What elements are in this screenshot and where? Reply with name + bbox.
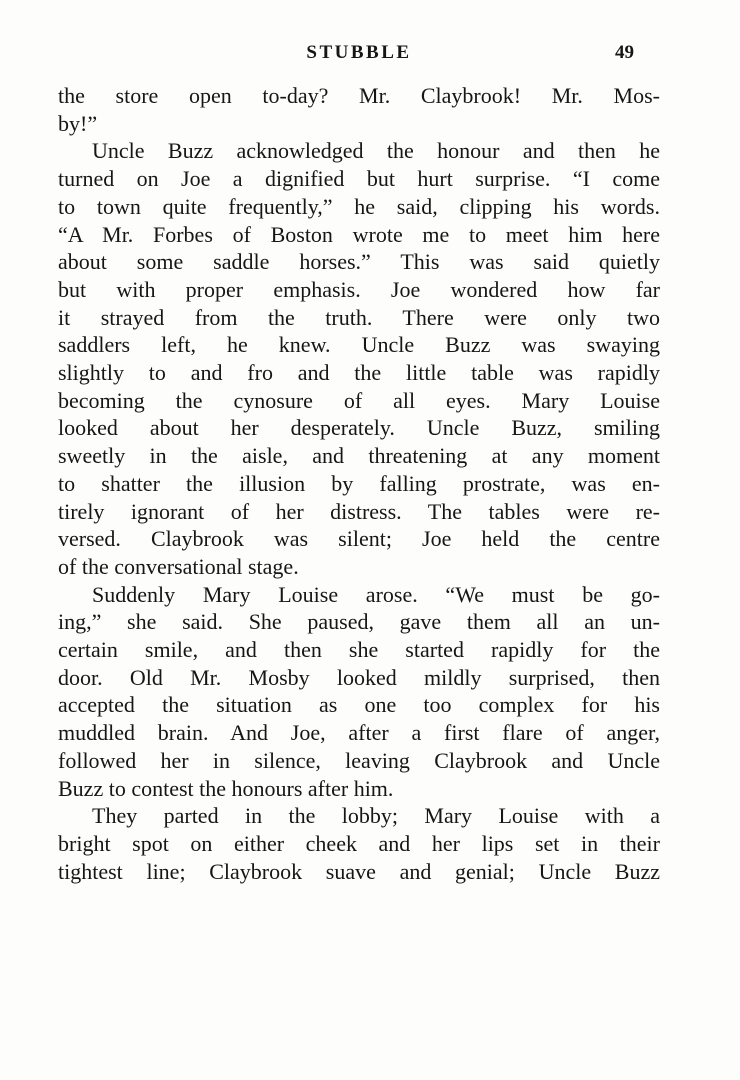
paragraph xyxy=(58,802,660,885)
text-line: Suddenly Mary Louise arose. “We must be go- xyxy=(92,581,660,607)
text-line: about some saddle horses.” This was said quietly xyxy=(58,249,660,275)
text-line: tirely ignorant of her distress. The tables were re- xyxy=(58,498,660,524)
running-head xyxy=(58,42,660,66)
page-title: STUBBLE xyxy=(306,42,412,63)
text-line: by!” xyxy=(58,110,98,136)
paragraph xyxy=(58,581,660,803)
text-line: looked about her desperately. Uncle Buzz, smiling xyxy=(58,415,660,441)
text-line: sweetly in the aisle, and threatening at any moment xyxy=(58,443,660,469)
paragraph xyxy=(58,137,660,580)
text-line: accepted the situation as one too complex for his xyxy=(58,692,660,718)
text-line: Uncle Buzz acknowledged the honour and then he xyxy=(92,138,660,164)
text-line: to shatter the illusion by falling prostrate, was en- xyxy=(58,470,660,496)
text-line: versed. Claybrook was silent; Joe held the centre xyxy=(58,526,660,552)
text-line: becoming the cynosure of all eyes. Mary Louise xyxy=(58,387,660,413)
text-line: but with proper emphasis. Joe wondered how far xyxy=(58,276,660,302)
text-line: followed her in silence, leaving Claybrook and Uncle xyxy=(58,747,660,773)
text-line: They parted in the lobby; Mary Louise with a xyxy=(92,803,660,829)
text-line: to town quite frequently,” he said, clipping his words. xyxy=(58,193,660,219)
text-line: of the conversational stage. xyxy=(58,553,299,579)
text-line: it strayed from the truth. There were only two xyxy=(58,304,660,330)
text-line: turned on Joe a dignified but hurt surprise. “I come xyxy=(58,166,660,192)
text-line: slightly to and fro and the little table was rapidly xyxy=(58,360,660,386)
page-number: 49 xyxy=(615,42,634,63)
text-line: certain smile, and then she started rapidly for the xyxy=(58,637,660,663)
text-line: door. Old Mr. Mosby looked mildly surprised, then xyxy=(58,664,660,690)
text-line: “A Mr. Forbes of Boston wrote me to meet him here xyxy=(58,221,660,247)
text-line: Buzz to contest the honours after him. xyxy=(58,775,394,801)
text-line: ing,” she said. She paused, gave them all an un- xyxy=(58,609,660,635)
text-line: the store open to-day? Mr. Claybrook! Mr. Mos- xyxy=(58,83,660,108)
text-line: saddlers left, he knew. Uncle Buzz was swaying xyxy=(58,332,660,358)
body-text xyxy=(58,82,660,885)
text-line: muddled brain. And Joe, after a first flare of anger, xyxy=(58,720,660,746)
text-line: bright spot on either cheek and her lips set in their xyxy=(58,830,660,856)
text-line: tightest line; Claybrook suave and genial; Uncle Buzz xyxy=(58,858,660,884)
paragraph xyxy=(58,82,660,137)
